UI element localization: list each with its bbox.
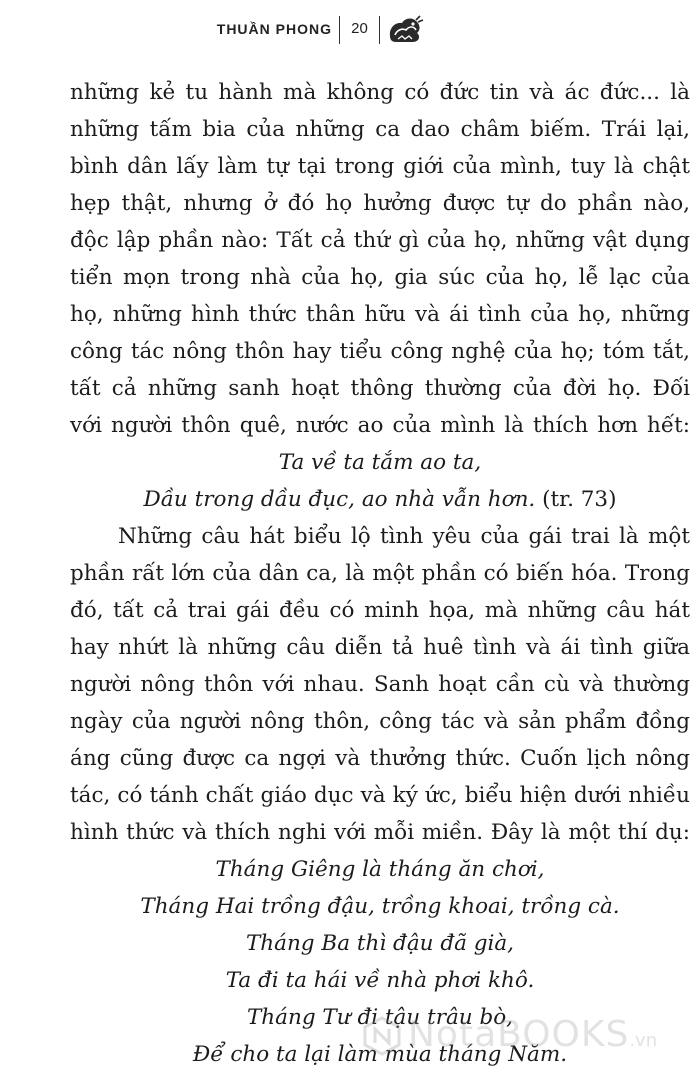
text-line: phần rất lớn của dân ca, là một phần có biến hóa. Trong	[70, 561, 690, 586]
author-name: THUẦN PHONG	[216, 21, 332, 37]
text-line: hẹp thật, nhưng ở đó họ hưởng được tự do phần nào,	[70, 191, 690, 216]
text-line: những kẻ tu hành mà không có đức tin và ác đức... là	[70, 80, 690, 105]
text-line: đó, tất cả trai gái đều có minh họa, mà những câu hát	[70, 598, 690, 623]
verse-line: Tháng Giêng là tháng ăn chơi,	[215, 857, 545, 882]
watermark-brand: NotaBOOKS	[408, 1014, 630, 1055]
verse-text: Ta về ta tắm ao ta,	[278, 450, 482, 475]
text-line: hay nhứt là những câu diễn tả huê tình và ái tình giữa	[70, 635, 690, 660]
paragraph-first-line: Những câu hát biểu lộ tình yêu của gái trai là một	[118, 524, 690, 549]
header-divider	[379, 16, 380, 44]
text-line: người nông thôn với nhau. Sanh hoạt cần cù và thường	[70, 672, 690, 697]
text-line: tất cả những sanh hoạt thông thường của đời họ. Đối	[70, 376, 690, 401]
verse-text: Dầu trong dầu đục, ao nhà vẫn hơn.	[143, 487, 536, 512]
text-line: hình thức và thích nghi với mỗi miền. Đây là một thí dụ:	[70, 820, 690, 845]
body-text	[70, 74, 690, 1073]
text-line: công tác nông thôn hay tiểu công nghệ của họ; tóm tắt,	[70, 339, 690, 364]
watermark-text	[408, 1014, 657, 1055]
text-line: với người thôn quê, nước ao của mình là thích hơn hết:	[70, 413, 690, 438]
verse-line: Để cho ta lại làm mùa tháng Năm.	[192, 1042, 568, 1067]
text-line: bình dân lấy làm tự tại trong giới của mình, tuy là chật	[70, 154, 690, 179]
verse-line	[70, 444, 690, 481]
verse-line	[70, 481, 690, 518]
text-line: ngày của người nông thôn, công tác và sản phẩm đồng	[70, 709, 690, 734]
verse-line: Tháng Hai trồng đậu, trồng khoai, trồng cà.	[140, 894, 620, 919]
text-line: tiển mọn trong nhà của họ, gia súc của họ, lễ lạc của	[70, 265, 690, 290]
dragon-emblem-icon	[386, 14, 424, 46]
text-line: tác, có tánh chất giáo dục và ký ức, biểu hiện dưới nhiều	[70, 783, 690, 808]
page-citation: (tr. 73)	[542, 487, 617, 512]
text-line: độc lập phần nào: Tất cả thứ gì của họ, những vật dụng	[70, 228, 690, 253]
page-number: 20	[351, 20, 368, 37]
text-line: những tấm bia của những ca dao châm biếm. Trái lại,	[70, 117, 690, 142]
verse-line: Tháng Ba thì đậu đã già,	[245, 931, 515, 956]
running-header	[0, 12, 700, 48]
text-line: họ, những hình thức thân hữu và ái tình của họ, những	[70, 302, 690, 327]
watermark-suffix: .vn	[629, 1030, 658, 1051]
watermark	[362, 1012, 692, 1060]
verse-line: Tháng Tư đi tậu trâu bò,	[246, 1005, 514, 1030]
verse-line: Ta đi ta hái về nhà phơi khô.	[225, 968, 535, 993]
text-line: áng cũng được ca ngợi và thưởng thức. Cuốn lịch nông	[70, 746, 690, 771]
notabooks-logo-icon	[362, 1016, 402, 1056]
